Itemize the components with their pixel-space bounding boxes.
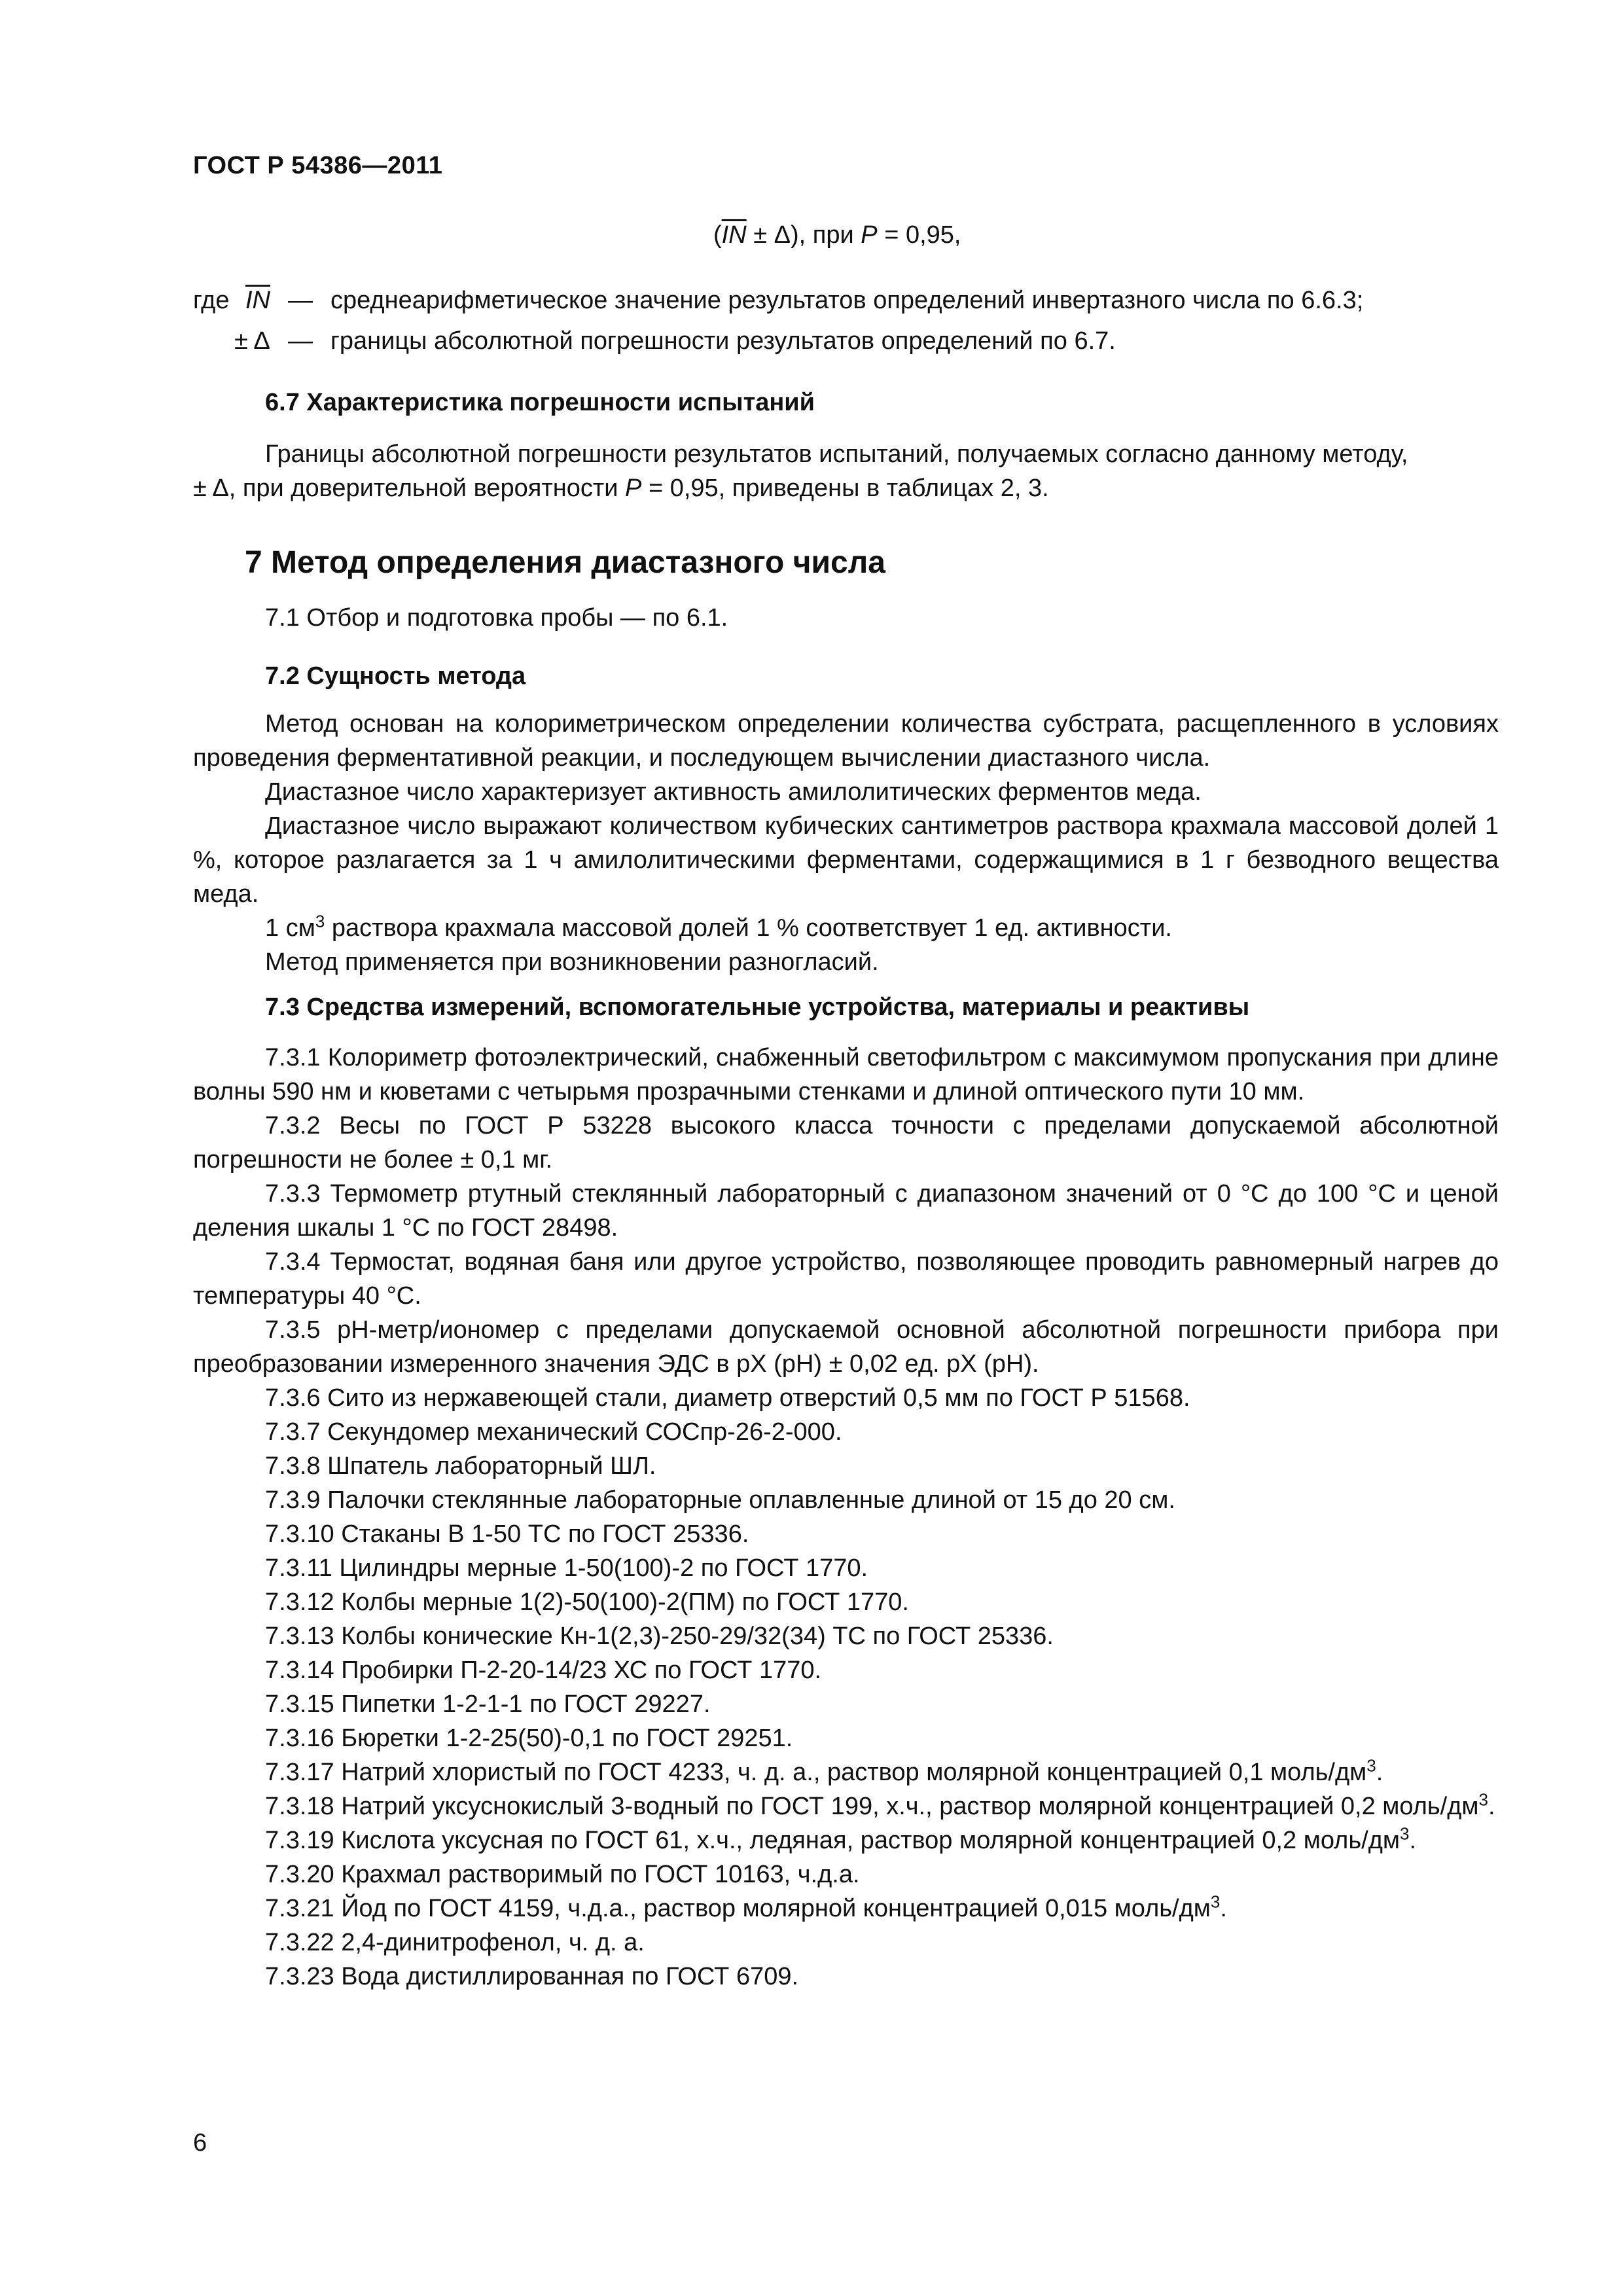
list-item <box>193 1823 1499 1857</box>
section-7-3-title: 7.3 Средства измерений, вспомогательные устройства, материалы и реактивы <box>265 994 1250 1021</box>
list-item <box>193 1585 1499 1619</box>
legend-symbol-1: $\overline{IN}$ <box>245 287 270 314</box>
list-item-text: 7.3.9 Палочки стеклянные лабораторные оплавленные длиной от 15 до 20 см. <box>265 1486 1175 1514</box>
list-item-text: 7.3.15 Пипетки 1-2-1-1 по ГОСТ 29227. <box>265 1691 711 1718</box>
list-item-end: . <box>1220 1895 1227 1922</box>
document-header: ГОСТ Р 54386—2011 <box>193 152 443 179</box>
list-item <box>193 1245 1499 1313</box>
list-item-text: 7.3.11 Цилиндры мерные 1-50(100)-2 по ГОСТ 1770. <box>265 1554 868 1582</box>
page-number: 6 <box>193 2129 207 2157</box>
list-item-sup: 3 <box>1400 1823 1410 1844</box>
list-item-text: 7.3.21 Йод по ГОСТ 4159, ч.д.а., раствор молярной концентрацией 0,015 моль/дм <box>265 1895 1211 1922</box>
formula-variable: $\overline{IN}$ <box>721 221 747 249</box>
section-6-7-text-a: Границы абсолютной погрешности результатов испытаний, получаемых согласно данному методу, <box>265 440 1408 468</box>
section-7-2-body <box>193 707 1499 979</box>
list-item-text: 7.3.19 Кислота уксусная по ГОСТ 61, х.ч., ледяная, раствор молярной концентрацией 0,2 моль/дм <box>265 1827 1400 1854</box>
legend-text-2: границы абсолютной погрешности результатов определений по 6.7. <box>330 327 1116 355</box>
section-7-2-title: 7.2 Сущность метода <box>265 662 526 690</box>
section-6-7-text-b-p: P <box>625 475 642 502</box>
list-item <box>193 1041 1499 1109</box>
p-7-2-2: Диастазное число характеризует активность амилолитических ферментов меда. <box>265 778 1202 806</box>
list-item <box>193 1381 1499 1415</box>
formula-value: = 0,95, <box>877 221 961 249</box>
section-6-7-title: 6.7 Характеристика погрешности испытаний <box>265 389 815 416</box>
legend-dash-2: — <box>288 327 313 355</box>
p-7-2-4b: раствора крахмала массовой долей 1 % соответствует 1 ед. активности. <box>325 914 1172 942</box>
section-6-7-body <box>193 437 1499 505</box>
list-item <box>193 1653 1499 1687</box>
legend-dash-1: — <box>288 287 313 314</box>
list-item-text: 7.3.22 2,4-динитрофенол, ч. д. а. <box>265 1929 645 1956</box>
list-item-text: 7.3.23 Вода дистиллированная по ГОСТ 6709. <box>265 1963 799 1990</box>
p-7-2-1: Метод основан на колориметрическом определении количества субстрата, расщепленного в условиях проведения ферментативной реакции, и последующем вычислении диастазного числа. <box>193 710 1499 772</box>
section-6-7-text-b1: ± Δ, при доверительной вероятности <box>193 475 626 502</box>
list-item-sup: 3 <box>1478 1789 1489 1810</box>
list-item-text: 7.3.12 Колбы мерные 1(2)-50(100)-2(ПМ) по ГОСТ 1770. <box>265 1588 909 1616</box>
legend-text-1: среднеарифметическое значение результатов определений инвертазного числа по 6.6.3; <box>330 287 1364 314</box>
list-item <box>193 1755 1499 1789</box>
list-item <box>193 1721 1499 1755</box>
list-item-text: 7.3.14 Пробирки П-2-20-14/23 ХС по ГОСТ 1770. <box>265 1657 822 1684</box>
section-6-7-text-b <box>193 471 1499 505</box>
p-7-2-4 <box>193 911 1499 945</box>
list-item-text: 7.3.2 Весы по ГОСТ Р 53228 высокого класса точности с пределами допускаемой абсолютной погрешности не более ± 0,1 мг. <box>193 1112 1499 1174</box>
list-item-text: 7.3.20 Крахмал растворимый по ГОСТ 10163, ч.д.а. <box>265 1861 860 1888</box>
list-item-text: 7.3.6 Сито из нержавеющей стали, диаметр отверстий 0,5 мм по ГОСТ Р 51568. <box>265 1384 1190 1412</box>
legend-where: где <box>193 287 230 314</box>
list-item-text: 7.3.7 Секундомер механический СОСпр-26-2-000. <box>265 1418 842 1446</box>
list-item-text: 7.3.5 pH-метр/иономер с пределами допускаемой основной абсолютной погрешности прибора при преобразовании измеренного значения ЭДС в pX (pH) ± 0,02 ед. pX (pH). <box>193 1316 1499 1378</box>
list-item <box>193 1926 1499 1960</box>
list-item-sup: 3 <box>1366 1755 1376 1776</box>
list-item <box>193 1857 1499 1892</box>
list-item-end: . <box>1409 1827 1417 1854</box>
p-7-2-3: Диастазное число выражают количеством кубических сантиметров раствора крахмала массовой долей 1 %, которое разлагается за 1 ч амилолитическими ферментами, содержащимися в 1 г безводного вещества меда. <box>193 812 1499 908</box>
list-item-sup: 3 <box>1210 1892 1221 1912</box>
list-item <box>193 1415 1499 1449</box>
list-item <box>193 1789 1499 1823</box>
list-item-text: 7.3.10 Стаканы В 1-50 ТС по ГОСТ 25336. <box>265 1520 749 1548</box>
list-item <box>193 1483 1499 1517</box>
list-item-end: . <box>1376 1759 1383 1786</box>
list-item <box>193 1619 1499 1653</box>
list-item <box>193 1177 1499 1245</box>
list-item-text: 7.3.13 Колбы конические Кн-1(2,3)-250-29/32(34) ТС по ГОСТ 25336. <box>265 1623 1054 1650</box>
list-item-text: 7.3.8 Шпатель лабораторный ШЛ. <box>265 1452 656 1480</box>
formula-p: P <box>861 221 878 249</box>
p-7-2-4a: 1 см <box>265 914 315 942</box>
list-item-text: 7.3.1 Колориметр фотоэлектрический, снабженный светофильтром с максимумом пропускания при длине волны 590 нм и кюветами с четырьмя прозрачными стенками и длиной оптического пути 10 мм. <box>193 1044 1499 1105</box>
p-7-2-4-sup: 3 <box>315 911 325 931</box>
list-item <box>193 1960 1499 1994</box>
list-item-text: 7.3.17 Натрий хлористый по ГОСТ 4233, ч. д. а., раствор молярной концентрацией 0,1 моль/дм <box>265 1759 1367 1786</box>
legend-symbol-2: ± Δ <box>234 327 270 355</box>
list-item <box>193 1517 1499 1551</box>
formula-lparen: ( <box>713 221 722 249</box>
formula <box>713 221 961 249</box>
list-item-end: . <box>1488 1793 1495 1820</box>
formula-rest: ± Δ), при <box>746 221 861 249</box>
list-item-text: 7.3.18 Натрий уксуснокислый 3-водный по ГОСТ 199, х.ч., раствор молярной концентрацией 0,2 моль/дм <box>265 1793 1479 1820</box>
p-7-2-5: Метод применяется при возникновении разногласий. <box>265 948 879 976</box>
section-7-3-list <box>193 1041 1499 1994</box>
section-7-title: 7 Метод определения диастазного числа <box>245 545 885 580</box>
list-item <box>193 1109 1499 1177</box>
list-item <box>193 1551 1499 1585</box>
list-item <box>193 1313 1499 1381</box>
list-item-text: 7.3.16 Бюретки 1-2-25(50)-0,1 по ГОСТ 29251. <box>265 1725 793 1752</box>
list-item-text: 7.3.3 Термометр ртутный стеклянный лабораторный с диапазоном значений от 0 °С до 100 °С и ценой деления шкалы 1 °С по ГОСТ 28498. <box>193 1180 1499 1242</box>
list-item <box>193 1449 1499 1483</box>
list-item-text: 7.3.4 Термостат, водяная баня или другое устройство, позволяющее проводить равномерный нагрев до температуры 40 °С. <box>193 1248 1499 1310</box>
list-item <box>193 1892 1499 1926</box>
section-6-7-text-b2: = 0,95, приведены в таблицах 2, 3. <box>641 475 1049 502</box>
list-item <box>193 1687 1499 1721</box>
p-7-1-text: 7.1 Отбор и подготовка пробы — по 6.1. <box>265 604 728 632</box>
p-7-1 <box>193 601 1499 635</box>
